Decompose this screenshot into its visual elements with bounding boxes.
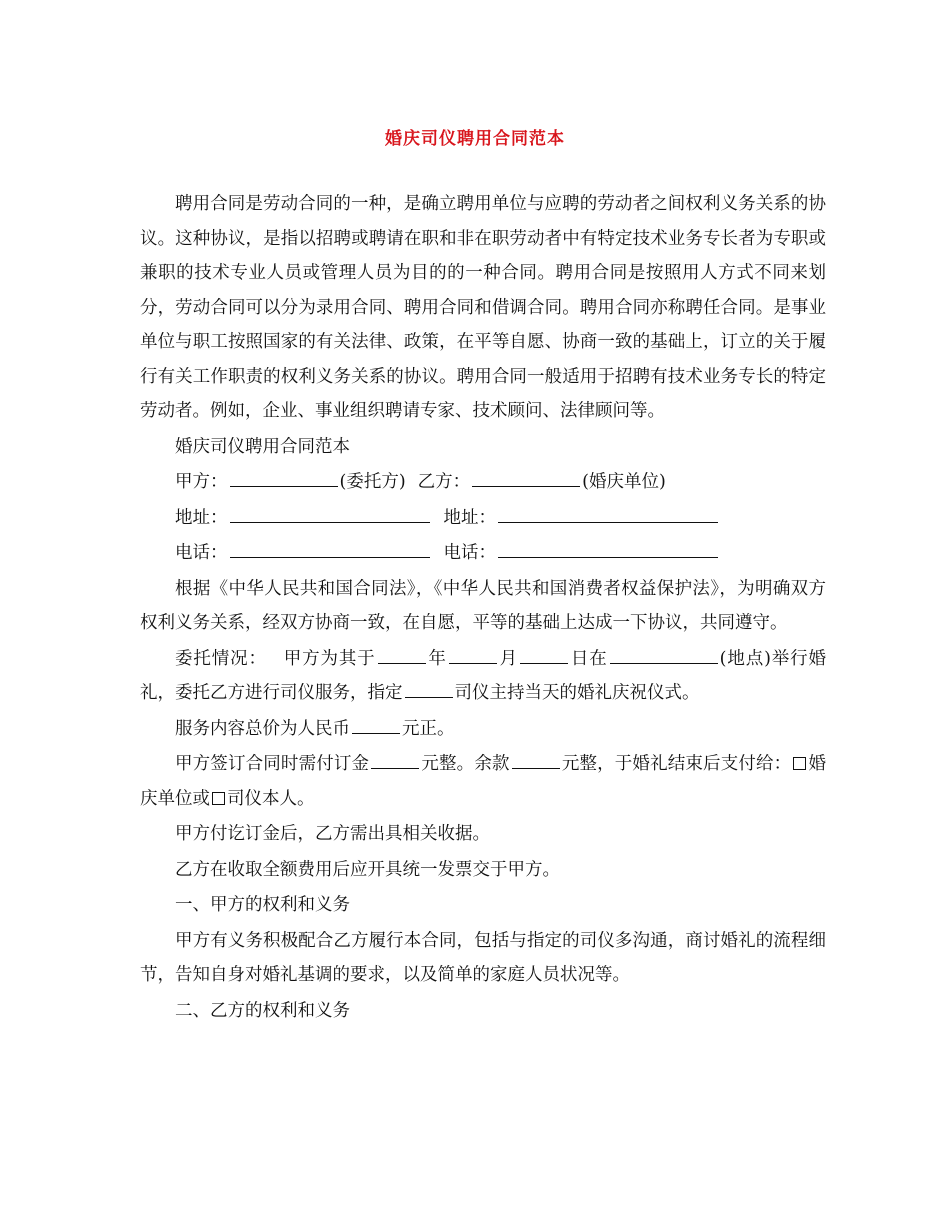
phone-a-blank[interactable] — [230, 543, 430, 558]
day-blank[interactable] — [520, 649, 568, 664]
entrust-tail: 司仪主持当天的婚礼庆祝仪式。 — [454, 683, 700, 703]
option-host-self: 司仪本人。 — [227, 788, 315, 809]
checkbox-host-self[interactable] — [212, 792, 225, 805]
deposit-mid2: 元整，于婚礼结束后支付给： — [561, 754, 792, 774]
entrust-paragraph — [140, 642, 826, 711]
deposit-blank[interactable] — [371, 754, 419, 769]
phone-b-label: 电话： — [443, 543, 496, 563]
section-2-heading: 二、乙方的权利和义务 — [175, 1000, 350, 1021]
phone-a-label: 电话： — [175, 543, 228, 563]
year-blank[interactable] — [378, 649, 426, 664]
document-body — [140, 187, 826, 1029]
host-blank[interactable] — [405, 683, 453, 698]
parties-line — [140, 465, 826, 500]
basis-paragraph: 根据《中华人民共和国合同法》，《中华人民共和国消费者权益保护法》，为明确双方权利义务关系，经双方协商一致，在自愿，平等的基础上达成一下协议，共同遵守。 — [140, 578, 826, 633]
price-post: 元正。 — [402, 718, 455, 739]
deposit-paragraph — [140, 747, 826, 816]
address-b-blank[interactable] — [498, 508, 718, 523]
month-blank[interactable] — [449, 649, 497, 664]
party-b-label: 乙方： — [417, 472, 471, 492]
deposit-mid1: 元整。余款 — [421, 754, 510, 774]
entrust-label: 委托情况： — [175, 648, 267, 669]
address-a-blank[interactable] — [230, 508, 430, 523]
receipt-line: 甲方付讫订金后，乙方需出具相关收据。 — [175, 824, 490, 844]
phone-b-blank[interactable] — [498, 543, 718, 558]
section-1-body: 甲方有义务积极配合乙方履行本合同，包括与指定的司仪多沟通，商讨婚礼的流程细节，告知自身对婚礼基调的要求，以及简单的家庭人员状况等。 — [140, 930, 826, 985]
deposit-pre: 甲方签订合同时需付订金 — [175, 754, 370, 774]
address-b-label: 地址： — [443, 507, 496, 528]
checkbox-wedding-company[interactable] — [793, 757, 806, 770]
party-a-note: (委托方) — [339, 472, 406, 492]
party-b-note: (婚庆单位) — [582, 472, 666, 492]
party-b-blank[interactable] — [472, 472, 580, 487]
entrust-text-1: 甲方为其于 — [282, 648, 376, 669]
document-title: 婚庆司仪聘用合同范本 — [385, 129, 565, 149]
place-label: (地点)举行婚礼，委托乙方进行司仪服务，指定 — [140, 648, 827, 703]
option-wedding-company: 婚庆单位或 — [140, 754, 826, 809]
price-blank[interactable] — [352, 719, 400, 734]
party-a-blank[interactable] — [230, 472, 338, 487]
day-label: 日在 — [570, 648, 608, 669]
price-pre: 服务内容总价为人民币 — [175, 718, 350, 739]
balance-blank[interactable] — [512, 754, 560, 769]
price-line — [140, 712, 826, 747]
phone-line — [140, 536, 826, 571]
month-label: 月 — [498, 648, 519, 669]
party-a-label: 甲方： — [175, 472, 228, 492]
place-blank[interactable] — [610, 649, 718, 664]
invoice-line: 乙方在收取全额费用后应开具统一发票交于甲方。 — [175, 859, 560, 880]
section-1-heading: 一、甲方的权利和义务 — [175, 895, 350, 915]
address-line — [140, 501, 826, 536]
intro-paragraph: 聘用合同是劳动合同的一种，是确立聘用单位与应聘的劳动者之间权利义务关系的协议。这种协议，是指以招聘或聘请在职和非在职劳动者中有特定技术业务专长者为专职或兼职的技术专业人员或管理人员为目的的一种合同。聘用合同是按照用人方式不同来划分，劳动合同可以分为录用合同、聘用合同和借调合同。聘用合同亦称聘任合同。是事业单位与职工按照国家的有关法律、政策，在平等自愿、协商一致的基础上，订立的关于履行有关工作职责的权利义务关系的协议。聘用合同一般适用于招聘有技术业务专长的特定劳动者。例如，企业、事业组织聘请专家、技术顾问、法律顾问等。 — [140, 194, 826, 421]
address-a-label: 地址： — [175, 507, 228, 528]
year-label: 年 — [427, 648, 447, 669]
subtitle: 婚庆司仪聘用合同范本 — [175, 436, 350, 457]
